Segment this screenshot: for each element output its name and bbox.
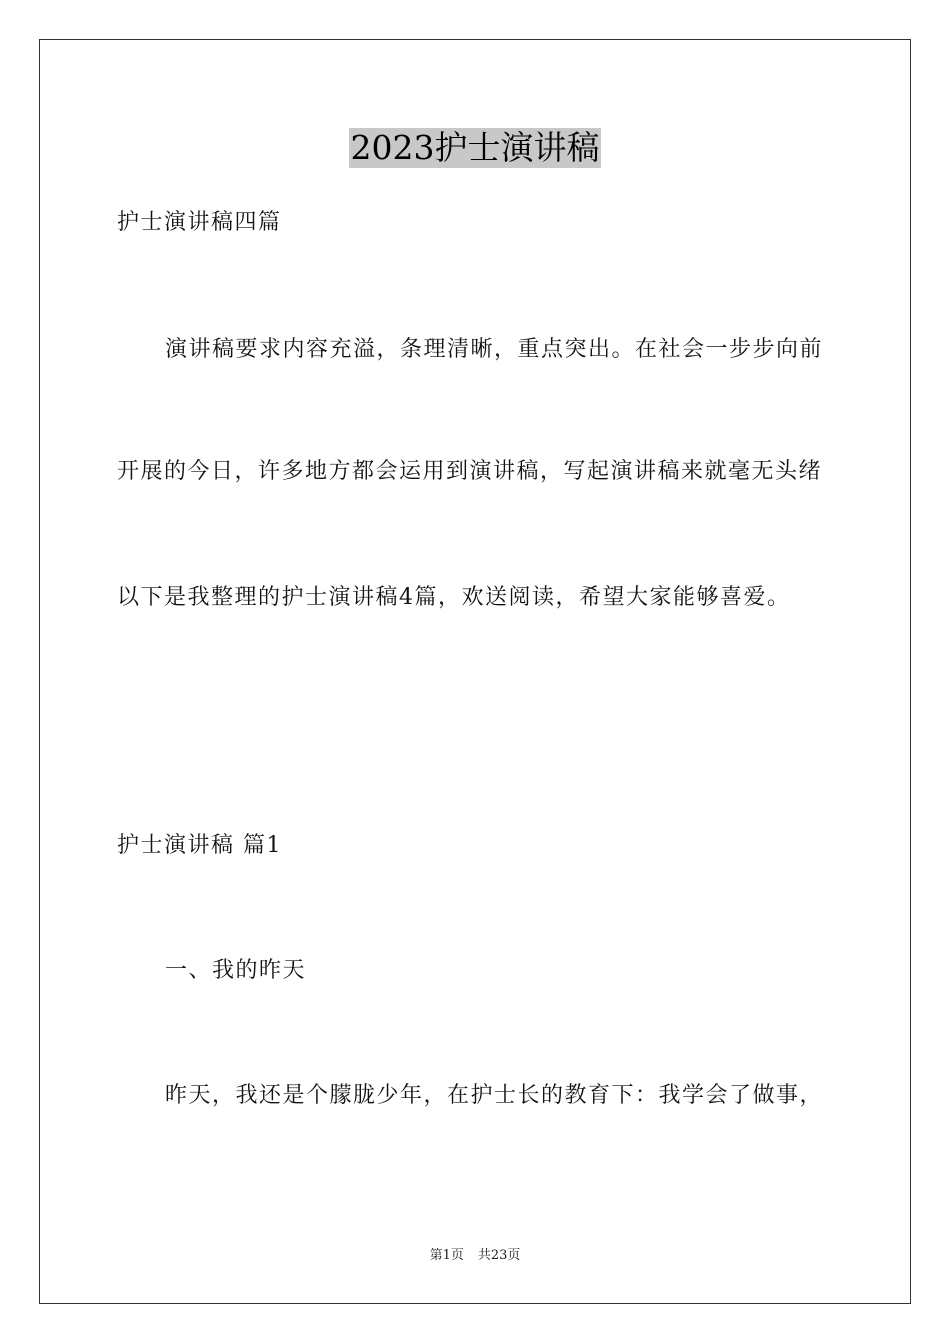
document-title: 2023护士演讲稿 (350, 128, 600, 167)
page-number: 第1页 (429, 1248, 464, 1263)
intro-paragraph-line-2: 开展的今日，许多地方都会运用到演讲稿，写起演讲稿来就毫无头绪 (117, 459, 823, 484)
document-subtitle: 护士演讲稿四篇 (117, 210, 282, 235)
page-footer (0, 1247, 950, 1265)
intro-paragraph-line-1: 演讲稿要求内容充溢，条理清晰，重点突出。在社会一步步向前 (165, 337, 824, 362)
subheading: 一、我的昨天 (165, 958, 307, 983)
title-container (0, 128, 950, 168)
body-paragraph-line-1: 昨天，我还是个朦胧少年，在护士长的教育下：我学会了做事， (165, 1083, 824, 1108)
page-total: 共23页 (477, 1248, 521, 1263)
intro-paragraph-line-3: 以下是我整理的护士演讲稿4篇，欢送阅读，希望大家能够喜爱。 (117, 585, 791, 610)
section-heading: 护士演讲稿 篇1 (117, 833, 282, 858)
